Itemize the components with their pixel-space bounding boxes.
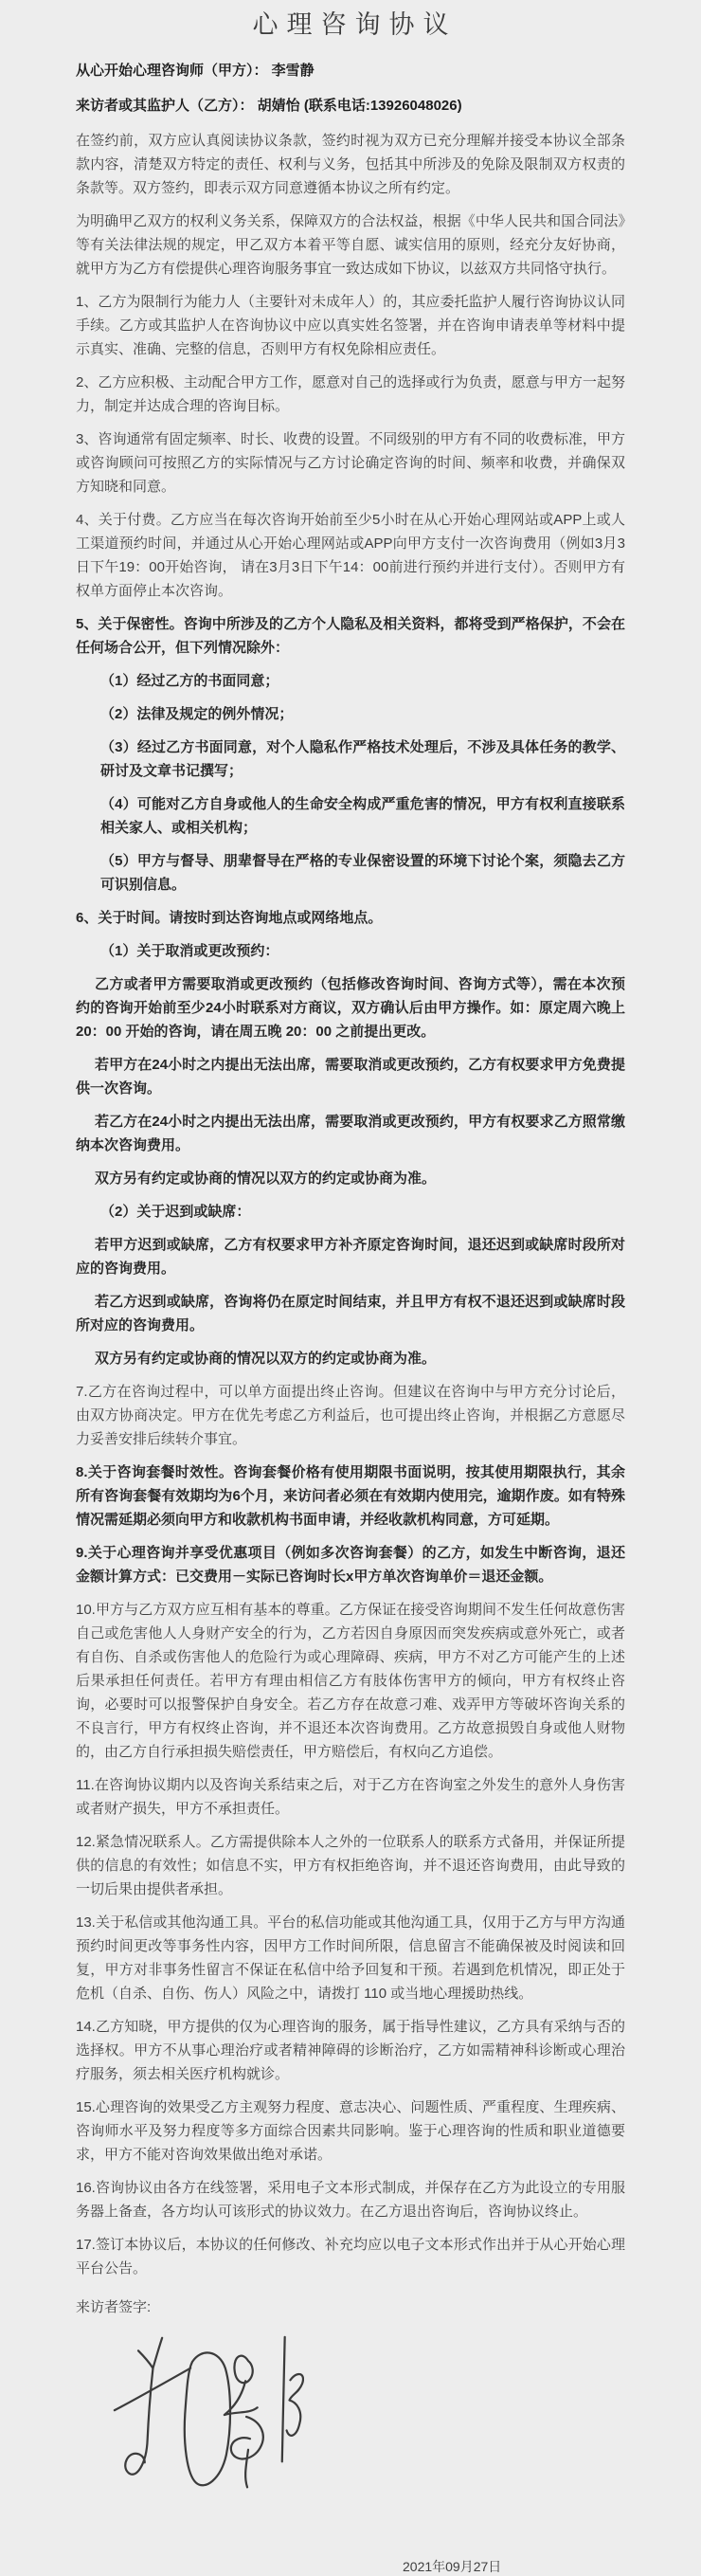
- clause-13: 13.关于私信或其他沟通工具。平台的私信功能或其他沟通工具，仅用于乙方与甲方沟通预约时间更改等事务性内容，因甲方工作时间所限，信息留言不能确保被及时阅读和回复，甲方对非事务性留言不保证在私信中给予回复和干预。若遇到危机情况，即正处于危机（自杀、自伤、伤人）风险之中，请拨打 110 或当地心理援助热线。: [76, 1914, 625, 2002]
- clause-7: 7.乙方在咨询过程中，可以单方面提出终止咨询。但建议在咨询中与甲方充分讨论后，由双方协商决定。甲方在优先考虑乙方利益后，也可提出终止咨询，并根据乙方意愿尽力妥善安排后续转介事宜。: [76, 1384, 625, 1447]
- signing-date: 2021年09月27日: [403, 2559, 502, 2574]
- clause-5-sub-2: （2）法律及规定的例外情况；: [100, 706, 294, 722]
- intro-paragraph-2: 为明确甲乙双方的权利义务关系，保障双方的合法权益，根据《中华人民共和国合同法》等有关法律法规的规定，甲乙双方本着平等自愿、诚实信用的原则，经充分友好协商，就甲方为乙方有偿提供心理咨询服务事宜一致达成如下协议，以兹双方共同恪守执行。: [76, 213, 625, 277]
- clause-6-sub-1-text-4: 双方另有约定或协商的情况以双方的约定或协商为准。: [95, 1170, 437, 1187]
- clause-5-sub-3: （3）经过乙方书面同意，对个人隐私作严格技术处理后，不涉及具体任务的教学、研讨及文章书记撰写；: [100, 739, 625, 779]
- clause-6-sub-1-heading: （1）关于取消或更改预约：: [100, 943, 279, 959]
- clause-6-sub-2-text-2: 若乙方迟到或缺席，咨询将仍在原定时间结束，并且甲方有权不退还迟到或缺席时段所对应的咨询费用。: [76, 1294, 625, 1333]
- clause-6-sub-1-text-1: 乙方或者甲方需要取消或更改预约（包括修改咨询时间、咨询方式等），需在本次预约的咨询开始前至少24小时联系对方商议，双方确认后由甲方操作。如：原定周六晚上20：00 开始的咨询，请在周五晚 20：00 之前提出更改。: [76, 976, 625, 1040]
- party-a-line: 从心开始心理咨询师（甲方）： 李雪静: [76, 63, 315, 79]
- clause-6-sub-2-text-1: 若甲方迟到或缺席，乙方有权要求甲方补齐原定咨询时间，退还迟到或缺席时段所对应的咨询费用。: [76, 1237, 625, 1277]
- clause-5-sub-5: （5）甲方与督导、朋辈督导在严格的专业保密设置的环境下讨论个案，须隐去乙方可识别信息。: [100, 853, 625, 893]
- clause-6-sub-2-heading: （2）关于迟到或缺席：: [100, 1204, 251, 1220]
- clause-5-sub-1: （1）经过乙方的书面同意；: [100, 673, 279, 689]
- clause-8: 8.关于咨询套餐时效性。咨询套餐价格有使用期限书面说明，按其使用期限执行，其余所有咨询套餐有效期均为6个月，来访问者必须在有效期内使用完，逾期作废。如有特殊情况需延期必须向甲方和收款机构书面申请，并经收款机构同意，方可延期。: [76, 1464, 625, 1528]
- handwritten-signature: [110, 2332, 625, 2502]
- clause-12: 12.紧急情况联系人。乙方需提供除本人之外的一位联系人的联系方式备用，并保证所提供的信息的有效性；如信息不实，甲方有权拒绝咨询，并不退还咨询费用，由此导致的一切后果由提供者承担。: [76, 1834, 625, 1897]
- visitor-signature-label: 来访者签字:: [76, 2299, 152, 2315]
- clause-11: 11.在咨询协议期内以及咨询关系结束之后，对于乙方在咨询室之外发生的意外人身伤害或者财产损失，甲方不承担责任。: [76, 1777, 625, 1817]
- clause-17: 17.签订本协议后，本协议的任何修改、补充均应以电子文本形式作出并于从心开始心理平台公告。: [76, 2237, 625, 2277]
- clause-15: 15.心理咨询的效果受乙方主观努力程度、意志决心、问题性质、严重程度、生理疾病、咨询师水平及努力程度等多方面综合因素共同影响。鉴于心理咨询的性质和职业道德要求，甲方不能对咨询效果做出绝对承诺。: [76, 2099, 625, 2163]
- signature-drawing-icon: [110, 2332, 304, 2497]
- agreement-document: [76, 0, 625, 2576]
- clause-3: 3、咨询通常有固定频率、时长、收费的设置。不同级别的甲方有不同的收费标准，甲方或咨询顾问可按照乙方的实际情况与乙方讨论确定咨询的时间、频率和收费，并确保双方知晓和同意。: [76, 431, 625, 495]
- clause-1: 1、乙方为限制行为能力人（主要针对未成年人）的，其应委托监护人履行咨询协议认同手续。乙方或其监护人在咨询协议中应以真实姓名签署，并在咨询申请表单等材料中提示真实、准确、完整的信息，否则甲方有权免除相应责任。: [76, 294, 625, 357]
- clause-6-sub-2-text-3: 双方另有约定或协商的情况以双方的约定或协商为准。: [95, 1351, 437, 1367]
- page-title: 心理咨询协议: [252, 10, 458, 39]
- party-b-line: 来访者或其监护人（乙方）： 胡婧怡 (联系电话:13926048026): [76, 98, 462, 114]
- clause-6-sub-1-text-2: 若甲方在24小时之内提出无法出席，需要取消或更改预约，乙方有权要求甲方免费提供一次咨询。: [76, 1057, 625, 1097]
- clause-14: 14.乙方知晓，甲方提供的仅为心理咨询的服务，属于指导性建议，乙方具有采纳与否的选择权。甲方不从事心理治疗或者精神障碍的诊断治疗，乙方如需精神科诊断或心理治疗服务，须去相关医疗机构就诊。: [76, 2019, 625, 2082]
- clause-6: 6、关于时间。请按时到达咨询地点或网络地点。: [76, 910, 383, 926]
- clause-6-sub-1-text-3: 若乙方在24小时之内提出无法出席，需要取消或更改预约，甲方有权要求乙方照常缴纳本次咨询费用。: [76, 1114, 625, 1153]
- clause-5: 5、关于保密性。咨询中所涉及的乙方个人隐私及相关资料，都将受到严格保护，不会在任何场合公开，但下列情况除外：: [76, 616, 625, 656]
- clause-9: 9.关于心理咨询并享受优惠项目（例如多次咨询套餐）的乙方，如发生中断咨询，退还金额计算方式：已交费用－实际已咨询时长x甲方单次咨询单价＝退还金额。: [76, 1545, 625, 1585]
- clause-16: 16.咨询协议由各方在线签署，采用电子文本形式制成，并保存在乙方为此设立的专用服务器上备查，各方均认可该形式的协议效力。在乙方退出咨询后，咨询协议终止。: [76, 2180, 625, 2220]
- clause-5-sub-4: （4）可能对乙方自身或他人的生命安全构成严重危害的情况，甲方有权利直接联系相关家人、或相关机构；: [100, 796, 625, 836]
- clause-4: 4、关于付费。乙方应当在每次咨询开始前至少5小时在从心开始心理网站或APP上或人工渠道预约时间，并通过从心开始心理网站或APP向甲方支付一次咨询费用（例如3月3日下午19：00开始咨询， 请在3月3日下午14：00前进行预约并进行支付）。否则甲方有权单方面停止本次咨询。: [76, 512, 625, 599]
- clause-10: 10.甲方与乙方双方应互相有基本的尊重。乙方保证在接受咨询期间不发生任何故意伤害自己或危害他人人身财产安全的行为，乙方若因自身原因而突发疾病或意外死亡，或者有自伤、自杀或伤害他人的危险行为或心理障碍、疾病，甲方不对乙方可能产生的上述后果承担任何责任。若甲方有理由相信乙方有肢体伤害甲方的倾向，甲方有权终止咨询，必要时可以报警保护自身安全。若乙方存在故意刁难、戏弄甲方等破坏咨询关系的不良言行，甲方有权终止咨询，并不退还本次咨询费用。乙方故意损毁自身或他人财物的，由乙方自行承担损失赔偿责任，甲方赔偿后，有权向乙方追偿。: [76, 1602, 625, 1760]
- clause-2: 2、乙方应积极、主动配合甲方工作，愿意对自己的选择或行为负责，愿意与甲方一起努力，制定并达成合理的咨询目标。: [76, 374, 625, 414]
- intro-paragraph-1: 在签约前，双方应认真阅读协议条款，签约时视为双方已充分理解并接受本协议全部条款内容，清楚双方特定的责任、权利与义务，包括其中所涉及的免除及限制双方权责的条款等。双方签约，即表示双方同意遵循本协议之所有约定。: [76, 133, 625, 196]
